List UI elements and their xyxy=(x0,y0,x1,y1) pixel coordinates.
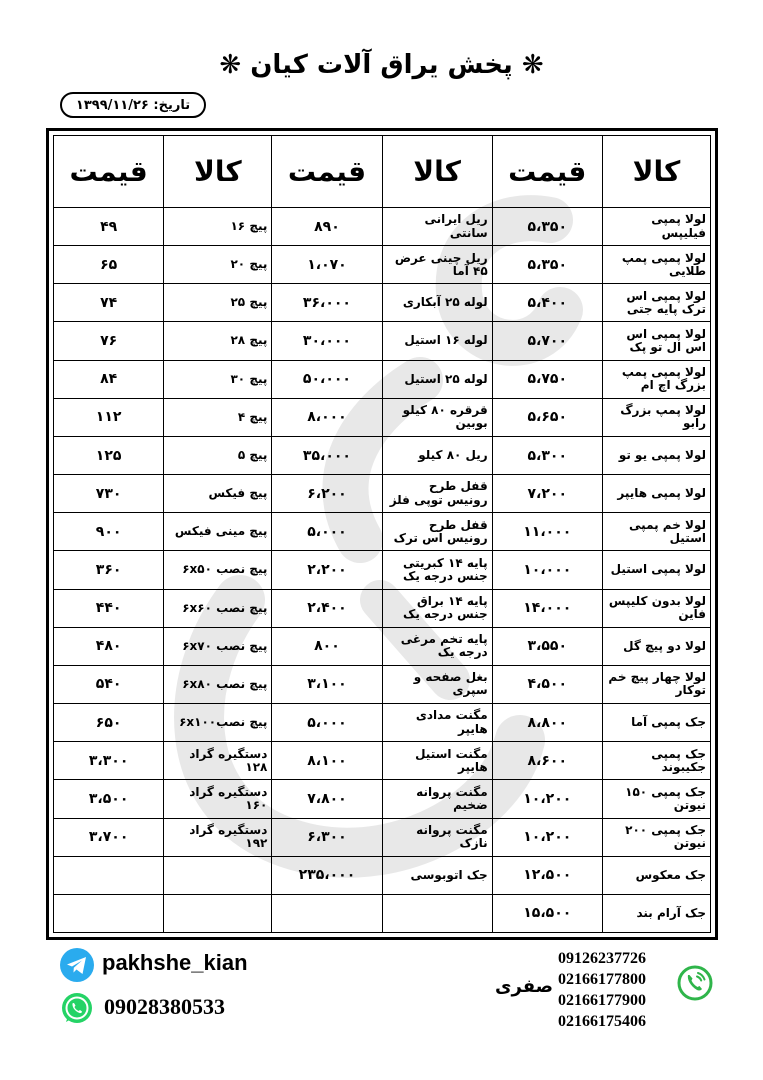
price-cell xyxy=(54,856,164,894)
contact-footer xyxy=(0,940,763,1080)
item-name-cell: قرقره ۸۰ کیلو بوبین xyxy=(382,398,492,436)
phone-number[interactable]: 02166177900 xyxy=(558,992,646,1009)
price-table xyxy=(53,135,711,933)
price-cell: ۳،۵۰۰ xyxy=(54,780,164,818)
item-name-cell: جک آرام بند xyxy=(602,894,710,932)
price-cell: ۶،۲۰۰ xyxy=(272,475,382,513)
whatsapp-icon[interactable] xyxy=(60,992,94,1026)
column-header-item: کالا xyxy=(382,136,492,208)
item-name-cell: لولا چهار پیچ خم توکار xyxy=(602,665,710,703)
item-name-cell: بغل صفحه و سپری xyxy=(382,665,492,703)
item-name-cell: دستگیره گراد ۱۲۸ xyxy=(164,742,272,780)
table-row xyxy=(54,322,711,360)
phone-list xyxy=(558,948,646,1032)
item-name-cell xyxy=(382,894,492,932)
item-name-cell: پیچ نصب ۶x۸۰ xyxy=(164,665,272,703)
item-name-cell: مگنت پروانه ضخیم xyxy=(382,780,492,818)
price-cell: ۵۰،۰۰۰ xyxy=(272,360,382,398)
price-cell: ۷،۸۰۰ xyxy=(272,780,382,818)
item-name-cell: پیچ ۳۰ xyxy=(164,360,272,398)
table-row xyxy=(54,246,711,284)
price-cell: ۱۲۵ xyxy=(54,436,164,474)
item-name-cell: لولا پمپی پمپ طلایی xyxy=(602,246,710,284)
price-cell: ۸۹۰ xyxy=(272,208,382,246)
price-cell: ۲،۴۰۰ xyxy=(272,589,382,627)
price-cell: ۱۱۲ xyxy=(54,398,164,436)
price-cell: ۸،۰۰۰ xyxy=(272,398,382,436)
phone-number[interactable]: 02166175406 xyxy=(558,1013,646,1030)
table-row xyxy=(54,398,711,436)
item-name-cell: پیچ نصب ۶x۵۰ xyxy=(164,551,272,589)
item-name-cell: پیچ ۴ xyxy=(164,398,272,436)
column-header-price: قیمت xyxy=(272,136,382,208)
price-cell: ۳۶۰ xyxy=(54,551,164,589)
price-cell: ۱۵،۵۰۰ xyxy=(492,894,602,932)
price-cell: ۸۰۰ xyxy=(272,627,382,665)
item-name-cell: جک پمپی جکیبوند xyxy=(602,742,710,780)
item-name-cell: لوله ۲۵ استیل xyxy=(382,360,492,398)
price-cell: ۵،۳۰۰ xyxy=(492,436,602,474)
price-cell: ۱۱،۰۰۰ xyxy=(492,513,602,551)
price-cell: ۴۴۰ xyxy=(54,589,164,627)
price-cell: ۷۳۰ xyxy=(54,475,164,513)
item-name-cell: پیچ ۱۶ xyxy=(164,208,272,246)
item-name-cell: لولا بدون کلیپس فاین xyxy=(602,589,710,627)
price-cell: ۳۰،۰۰۰ xyxy=(272,322,382,360)
price-cell: ۷۶ xyxy=(54,322,164,360)
table-row xyxy=(54,475,711,513)
price-cell: ۷۴ xyxy=(54,284,164,322)
price-cell: ۹۰۰ xyxy=(54,513,164,551)
price-cell: ۸،۱۰۰ xyxy=(272,742,382,780)
price-cell: ۳،۵۵۰ xyxy=(492,627,602,665)
table-row xyxy=(54,551,711,589)
item-name-cell: پیچ نصب ۶x۷۰ xyxy=(164,627,272,665)
item-name-cell: پیچ ۲۵ xyxy=(164,284,272,322)
price-cell: ۵،۷۵۰ xyxy=(492,360,602,398)
item-name-cell: ریل چینی عرض ۴۵ آما xyxy=(382,246,492,284)
price-cell: ۴۹ xyxy=(54,208,164,246)
item-name-cell: مگنت مدادی هایپر xyxy=(382,704,492,742)
table-row xyxy=(54,360,711,398)
price-cell: ۶۵ xyxy=(54,246,164,284)
item-name-cell: پیچ فیکس xyxy=(164,475,272,513)
page-title: ❋ پخش یراق آلات کیان ❋ xyxy=(219,50,544,80)
item-name-cell: پیچ نصب۶x۱۰۰ xyxy=(164,704,272,742)
price-cell: ۱۰،۲۰۰ xyxy=(492,780,602,818)
price-cell xyxy=(272,894,382,932)
item-name-cell: دستگیره گراد ۱۶۰ xyxy=(164,780,272,818)
item-name-cell: مگنت پروانه نازک xyxy=(382,818,492,856)
price-cell: ۵،۴۰۰ xyxy=(492,284,602,322)
item-name-cell: لولا پمپی استیل xyxy=(602,551,710,589)
item-name-cell: لوله ۲۵ آبکاری xyxy=(382,284,492,322)
contact-name: صفری xyxy=(495,976,554,997)
table-header-row xyxy=(54,136,711,208)
item-name-cell: لوله ۱۶ استیل xyxy=(382,322,492,360)
item-name-cell: دستگیره گراد ۱۹۲ xyxy=(164,818,272,856)
phone-number[interactable]: 02166177800 xyxy=(558,971,646,988)
price-cell: ۱۴،۰۰۰ xyxy=(492,589,602,627)
item-name-cell: جک پمپی ۲۰۰ نیوتن xyxy=(602,818,710,856)
table-row xyxy=(54,513,711,551)
column-header-price: قیمت xyxy=(54,136,164,208)
item-name-cell xyxy=(164,894,272,932)
price-cell: ۵،۷۰۰ xyxy=(492,322,602,360)
item-name-cell: ریل ۸۰ کیلو xyxy=(382,436,492,474)
price-cell: ۵،۳۵۰ xyxy=(492,208,602,246)
item-name-cell: لولا پمپ بزرگ رابو xyxy=(602,398,710,436)
column-header-item: کالا xyxy=(164,136,272,208)
price-cell: ۳،۷۰۰ xyxy=(54,818,164,856)
item-name-cell: پیچ ۲۰ xyxy=(164,246,272,284)
price-cell: ۱۲،۵۰۰ xyxy=(492,856,602,894)
item-name-cell: لولا پمپی اس ترک پایه جتی xyxy=(602,284,710,322)
price-cell: ۴۸۰ xyxy=(54,627,164,665)
price-cell: ۸،۸۰۰ xyxy=(492,704,602,742)
price-cell: ۵،۳۵۰ xyxy=(492,246,602,284)
column-header-price: قیمت xyxy=(492,136,602,208)
table-row xyxy=(54,742,711,780)
phone-number[interactable]: 09126237726 xyxy=(558,950,646,967)
item-name-cell: لولا خم پمپی استیل xyxy=(602,513,710,551)
price-cell: ۵،۶۵۰ xyxy=(492,398,602,436)
telegram-icon[interactable] xyxy=(60,948,94,982)
item-name-cell: مگنت استیل هایپر xyxy=(382,742,492,780)
table-row xyxy=(54,665,711,703)
item-name-cell: پیچ نصب ۶x۶۰ xyxy=(164,589,272,627)
item-name-cell: پایه ۱۴ کبریتی جنس درجه یک xyxy=(382,551,492,589)
phone-icon xyxy=(676,964,714,1002)
item-name-cell: قفل طرح رونیس توپی فلز xyxy=(382,475,492,513)
item-name-cell: ریل ایرانی سانتی xyxy=(382,208,492,246)
item-name-cell: لولا پمپی پمپ بزرگ اچ ام xyxy=(602,360,710,398)
price-sheet xyxy=(46,128,718,940)
price-cell: ۵،۰۰۰ xyxy=(272,704,382,742)
item-name-cell: پیچ ۵ xyxy=(164,436,272,474)
telegram-handle[interactable]: pakhshe_kian xyxy=(102,950,248,975)
table-row xyxy=(54,284,711,322)
item-name-cell: لولا پمپی اس اس ال تو پک xyxy=(602,322,710,360)
price-cell: ۵۴۰ xyxy=(54,665,164,703)
price-cell: ۱،۰۷۰ xyxy=(272,246,382,284)
price-cell: ۸۴ xyxy=(54,360,164,398)
price-cell: ۷،۲۰۰ xyxy=(492,475,602,513)
item-name-cell: لولا پمپی فیلیپس xyxy=(602,208,710,246)
item-name-cell: پایه ۱۴ براق جنس درجه یک xyxy=(382,589,492,627)
price-cell: ۱۰،۰۰۰ xyxy=(492,551,602,589)
date-badge: تاریخ: ۱۳۹۹/۱۱/۲۶ xyxy=(60,92,206,118)
price-cell: ۲،۲۰۰ xyxy=(272,551,382,589)
item-name-cell: جک معکوس xyxy=(602,856,710,894)
item-name-cell: پیچ مینی فیکس xyxy=(164,513,272,551)
price-cell: ۳،۳۰۰ xyxy=(54,742,164,780)
price-cell: ۳۶،۰۰۰ xyxy=(272,284,382,322)
item-name-cell: پایه تخم مرغی درجه یک xyxy=(382,627,492,665)
table-row xyxy=(54,856,711,894)
table-row xyxy=(54,894,711,932)
item-name-cell: لولا دو پیچ گل xyxy=(602,627,710,665)
price-cell: ۳۵،۰۰۰ xyxy=(272,436,382,474)
price-cell: ۳،۱۰۰ xyxy=(272,665,382,703)
table-row xyxy=(54,704,711,742)
table-row xyxy=(54,627,711,665)
item-name-cell: لولا پمپی یو تو xyxy=(602,436,710,474)
price-cell: ۴،۵۰۰ xyxy=(492,665,602,703)
price-cell: ۱۰،۲۰۰ xyxy=(492,818,602,856)
item-name-cell: جک اتوبوسی xyxy=(382,856,492,894)
item-name-cell xyxy=(164,856,272,894)
item-name-cell: قفل طرح رونیس اس ترک xyxy=(382,513,492,551)
item-name-cell: پیچ ۲۸ xyxy=(164,322,272,360)
item-name-cell: لولا پمپی هایپر xyxy=(602,475,710,513)
whatsapp-number[interactable]: 09028380533 xyxy=(104,994,225,1019)
table-row xyxy=(54,780,711,818)
price-cell: ۸،۶۰۰ xyxy=(492,742,602,780)
item-name-cell: جک پمپی ۱۵۰ نیوتن xyxy=(602,780,710,818)
price-cell: ۵،۰۰۰ xyxy=(272,513,382,551)
table-row xyxy=(54,436,711,474)
price-cell: ۲۳۵،۰۰۰ xyxy=(272,856,382,894)
column-header-item: کالا xyxy=(602,136,710,208)
item-name-cell: جک پمپی آما xyxy=(602,704,710,742)
price-cell xyxy=(54,894,164,932)
table-row xyxy=(54,589,711,627)
table-row xyxy=(54,818,711,856)
price-cell: ۶،۳۰۰ xyxy=(272,818,382,856)
price-cell: ۶۵۰ xyxy=(54,704,164,742)
table-row xyxy=(54,208,711,246)
